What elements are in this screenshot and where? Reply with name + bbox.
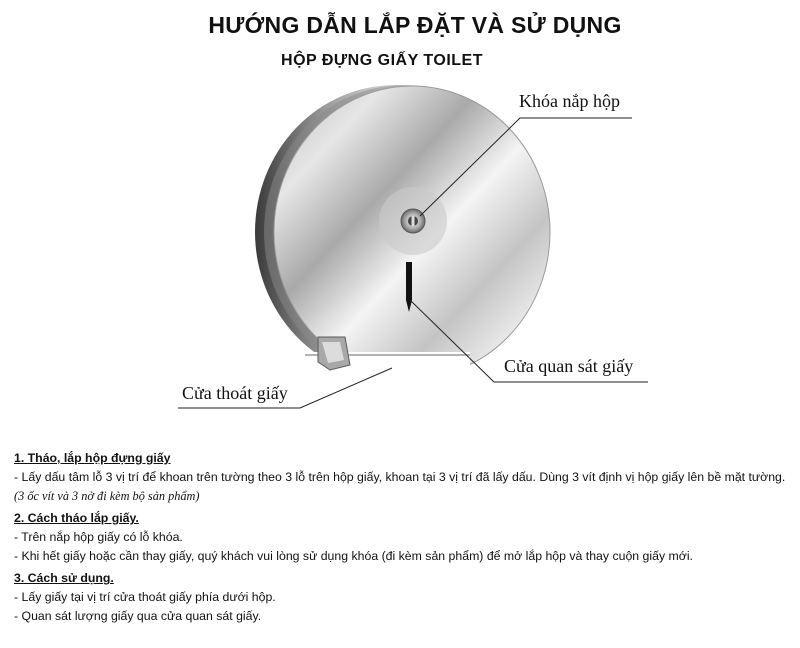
page-title: HƯỚNG DẪN LẮP ĐẶT VÀ SỬ DỤNG <box>208 12 622 38</box>
instructions <box>14 449 794 626</box>
instruction-line: - Quan sát lượng giấy qua cửa quan sát giấy. <box>14 609 262 624</box>
instruction-line: - Lấy dấu tâm lỗ 3 vị trí để khoan trên tường theo 3 lỗ trên hộp giấy, khoan tại 3 vị trí đã lấy dấu. Dùng 3 vít định vị hộp giấy lên bề mặt tường. <box>14 470 786 485</box>
instruction-line: - Trên nắp hộp giấy có lỗ khóa. <box>14 530 183 545</box>
lock-label: Khóa nắp hộp <box>519 91 620 111</box>
page-subtitle: HỘP ĐỰNG GIẤY TOILET <box>281 52 483 69</box>
section-heading: 1. Tháo, lắp hộp đựng giấy <box>14 451 171 465</box>
section-heading: 3. Cách sử dụng. <box>14 571 114 586</box>
instruction-line: - Lấy giấy tại vị trí cửa thoát giấy phía dưới hộp. <box>14 590 276 605</box>
outlet-label: Cửa thoát giấy <box>182 383 288 403</box>
paper-outlet <box>318 337 350 370</box>
section-heading: 2. Cách tháo lắp giấy. <box>14 511 139 526</box>
instruction-note: (3 ốc vít và 3 nở đi kèm bộ sản phẩm) <box>14 489 200 504</box>
instruction-line: - Khi hết giấy hoặc cần thay giấy, quý khách vui lòng sử dụng khóa (đi kèm sản phẩm) để mở lắp hộp và thay cuộn giấy mới. <box>14 549 693 564</box>
lock-icon <box>379 187 447 255</box>
section-body <box>14 468 794 506</box>
view-window-label: Cửa quan sát giấy <box>504 356 634 376</box>
